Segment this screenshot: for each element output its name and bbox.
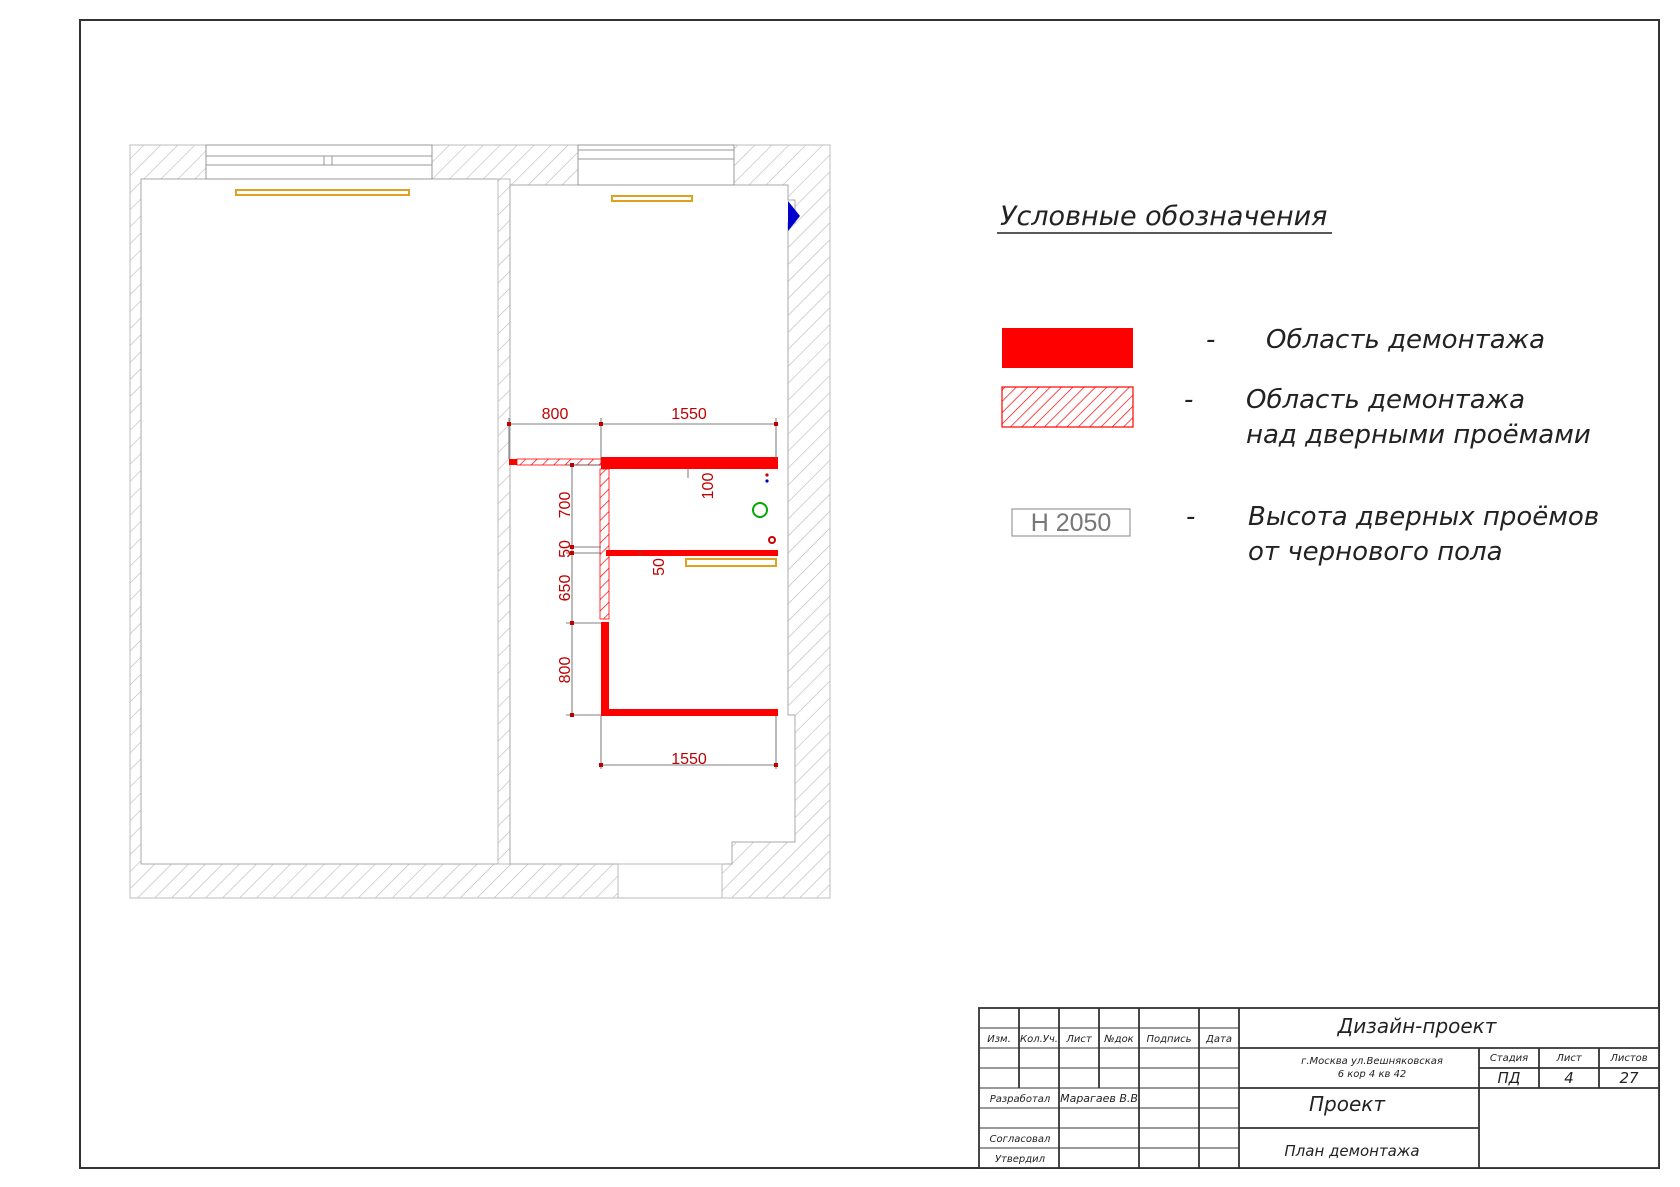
legend-label-hatched-line1: Область демонтажа: [1246, 385, 1526, 415]
tb-header-kol-uch: Кол.Уч.: [1020, 1034, 1058, 1045]
dim-650: 650: [557, 574, 574, 602]
legend-dash-3: -: [1186, 502, 1196, 532]
floor-plan: [130, 145, 830, 898]
tb-project-title: Дизайн-проект: [1337, 1014, 1497, 1038]
tb-sheets: 27: [1619, 1069, 1639, 1087]
tb-approved-label: Утвердил: [994, 1154, 1046, 1165]
legend-label-door-height-line2: от чернового пола: [1248, 537, 1503, 567]
tb-sheet: 4: [1564, 1069, 1574, 1087]
tb-header-podpis: Подпись: [1146, 1034, 1192, 1045]
dim-700: 700: [557, 491, 574, 519]
dim-800-top: 800: [541, 406, 569, 423]
tb-header-list: Лист: [1066, 1034, 1092, 1045]
tb-sheets-label: Листов: [1610, 1053, 1648, 1064]
demolition-over-door-side: [600, 469, 609, 619]
tb-header-ndok: №док: [1104, 1034, 1134, 1045]
tb-header-izm: Изм.: [987, 1034, 1011, 1045]
tb-section: Проект: [1308, 1092, 1386, 1116]
dim-50-inner: 50: [651, 558, 668, 576]
tb-developed-label: Разработал: [989, 1094, 1051, 1105]
legend-swatch-demolition-hatched: [1002, 387, 1133, 427]
window-left: [206, 145, 432, 179]
partition-wall: [498, 179, 510, 864]
legend: [997, 201, 1599, 567]
dim-1550-top: 1550: [671, 406, 707, 423]
entrance-opening: [618, 864, 722, 898]
tb-sheet-label: Лист: [1556, 1053, 1582, 1064]
tb-stage: ПД: [1497, 1069, 1521, 1087]
legend-title: Условные обозначения: [1000, 201, 1328, 232]
demolition-over-door-top: [517, 459, 601, 465]
plumbing-point-icon: [765, 479, 768, 482]
dim-800-vertical: 800: [557, 656, 574, 684]
room-left: [141, 179, 498, 864]
dim-50-vertical: 50: [557, 540, 574, 558]
plumbing-point-icon: [765, 473, 768, 476]
dim-1550-bottom: 1550: [671, 751, 707, 768]
demolition-wall-top: [601, 457, 778, 469]
legend-dash-2: -: [1184, 385, 1194, 415]
tb-header-data: Дата: [1206, 1034, 1232, 1045]
title-block: [979, 1008, 1659, 1168]
tb-developer: Марагаев В.В: [1060, 1092, 1138, 1105]
tb-address-line2: 6 кор 4 кв 42: [1337, 1069, 1407, 1080]
dim-100: 100: [700, 472, 717, 500]
window-right: [578, 145, 734, 185]
legend-label-demolition: Область демонтажа: [1266, 325, 1546, 355]
legend-label-hatched-line2: над дверными проёмами: [1246, 420, 1591, 450]
demolition-wall-bottom: [601, 709, 778, 716]
room-right: [510, 185, 795, 864]
tb-address-line1: г.Москва ул.Вешняковская: [1301, 1056, 1443, 1067]
legend-door-height-sample: H 2050: [1030, 509, 1112, 537]
legend-swatch-demolition: [1002, 328, 1133, 368]
legend-label-door-height-line1: Высота дверных проёмов: [1248, 502, 1600, 532]
tb-drawing-name: План демонтажа: [1284, 1142, 1420, 1160]
demolition-wall-middle: [606, 550, 778, 556]
demolition-stub: [509, 459, 517, 465]
demolition-wall-vertical: [601, 622, 609, 715]
tb-agreed-label: Согласовал: [989, 1134, 1051, 1145]
legend-dash-1: -: [1206, 325, 1216, 355]
tb-stage-label: Стадия: [1489, 1053, 1529, 1064]
